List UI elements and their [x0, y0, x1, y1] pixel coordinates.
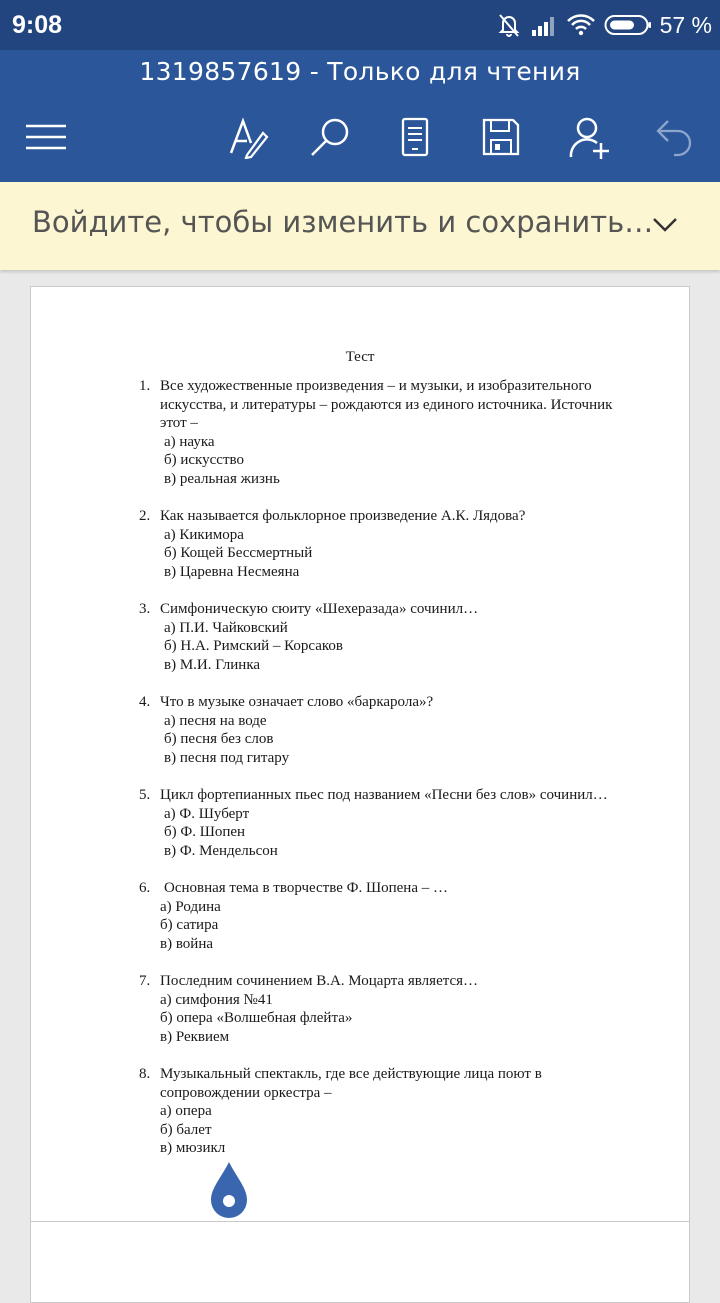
question-options: [164, 526, 312, 582]
search-icon: [308, 115, 352, 159]
document-page[interactable]: [30, 286, 690, 1222]
question-text: Цикл фортепианных пьес под названием «Песни без слов» сочинил…: [160, 787, 608, 803]
share-button[interactable]: [564, 114, 614, 160]
mobile-view-icon: [400, 117, 430, 157]
app-bar: [0, 50, 720, 182]
question-number: 1.: [139, 378, 151, 394]
option: в) песня под гитару: [164, 749, 290, 766]
document-heading: Тест: [345, 349, 375, 365]
option: в) Реквием: [160, 1028, 230, 1045]
undo-button[interactable]: [649, 114, 699, 160]
question-number: 8.: [139, 1066, 151, 1082]
option: б) песня без слов: [164, 731, 274, 748]
question-options: [164, 805, 278, 861]
option: а) Родина: [160, 898, 221, 915]
question-text: Симфоническую сюиту «Шехеразада» сочинил…: [160, 601, 479, 617]
battery-percent: 57 %: [659, 11, 712, 38]
option: б) Кощей Бессмертный: [164, 545, 313, 562]
option: а) Кикимора: [164, 526, 244, 543]
undo-icon: [654, 117, 694, 157]
option: а) опера: [160, 1103, 212, 1120]
question-options: [164, 619, 343, 675]
add-person-icon: [567, 115, 611, 159]
mobile-view-button[interactable]: [390, 114, 440, 160]
option: в) Царевна Несмеяна: [164, 563, 300, 580]
question-options: [160, 1102, 225, 1158]
question-number: 3.: [139, 601, 151, 617]
option: а) симфония №41: [160, 991, 273, 1008]
signin-banner[interactable]: [0, 182, 720, 270]
option: в) война: [160, 935, 214, 952]
option: а) наука: [164, 433, 215, 450]
question-text: Основная тема в творчестве Ф. Шопена – …: [164, 880, 448, 896]
bell-muted-icon: [496, 12, 522, 38]
option: б) сатира: [160, 917, 219, 934]
chevron-down-icon[interactable]: [650, 210, 680, 240]
question-options: [164, 712, 289, 768]
option: в) мюзикл: [160, 1140, 226, 1157]
option: б) балет: [160, 1121, 212, 1138]
option: б) опера «Волшебная флейта»: [160, 1010, 353, 1027]
wifi-icon: [566, 12, 596, 38]
question-options: [164, 433, 280, 489]
question-number: 6.: [139, 880, 151, 896]
question-number: 7.: [139, 973, 151, 989]
battery-icon: [604, 13, 652, 37]
signal-icon: [530, 13, 560, 37]
option: б) Ф. Шопен: [164, 824, 246, 841]
option: а) песня на воде: [164, 712, 267, 729]
hamburger-menu-icon: [24, 122, 68, 152]
question-options: [160, 991, 352, 1047]
next-document-page[interactable]: [30, 1221, 690, 1303]
question-text: Музыкальный спектакль, где все действующие лица поют в сопровождении оркестра –: [160, 1066, 542, 1101]
option: в) М.И. Глинка: [164, 656, 261, 673]
font-edit-icon: [225, 115, 269, 159]
question-text: Все художественные произведения – и музыки, и изобразительного искусства, и литературы – рождаются из единого источника. Источник этот –: [160, 378, 613, 432]
option: в) реальная жизнь: [164, 470, 280, 487]
option: в) Ф. Мендельсон: [164, 842, 278, 859]
status-time: 9:08: [12, 11, 63, 39]
option: а) Ф. Шуберт: [164, 805, 250, 822]
save-icon: [481, 117, 521, 157]
question-number: 5.: [139, 787, 151, 803]
status-bar: [0, 0, 720, 50]
menu-button[interactable]: [21, 114, 71, 160]
cursor-handle-icon[interactable]: [209, 1160, 249, 1220]
search-button[interactable]: [305, 114, 355, 160]
question-text: Как называется фольклорное произведение А.К. Лядова?: [160, 508, 526, 524]
signin-banner-text: Войдите, чтобы изменить и сохранить…: [32, 205, 654, 239]
question-text: Что в музыке означает слово «баркарола»?: [160, 694, 434, 710]
option: б) искусство: [164, 452, 244, 469]
status-icons: [496, 10, 712, 40]
question-text: Последним сочинением В.А. Моцарта является…: [160, 973, 479, 989]
document-title: 1319857619 - Только для чтения: [139, 57, 581, 86]
question-number: 4.: [139, 694, 151, 710]
question-number: 2.: [139, 508, 151, 524]
option: а) П.И. Чайковский: [164, 619, 288, 636]
edit-button[interactable]: [222, 114, 272, 160]
option: б) Н.А. Римский – Корсаков: [164, 638, 344, 655]
save-button[interactable]: [476, 114, 526, 160]
question-options: [160, 898, 221, 954]
